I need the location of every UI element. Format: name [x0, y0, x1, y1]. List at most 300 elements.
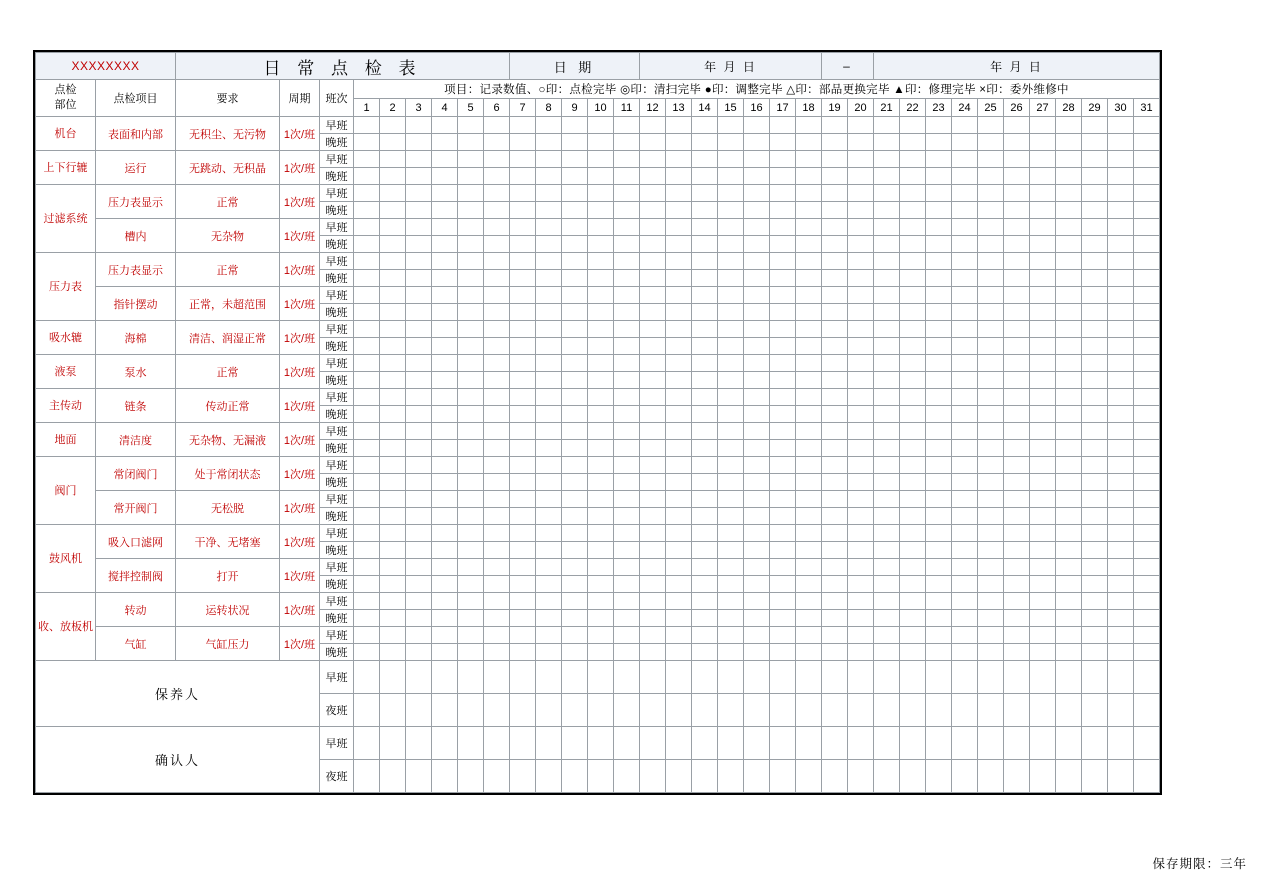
record-cell[interactable]	[354, 372, 380, 389]
record-cell[interactable]	[770, 457, 796, 474]
record-cell[interactable]	[744, 474, 770, 491]
record-cell[interactable]	[692, 168, 718, 185]
record-cell[interactable]	[848, 406, 874, 423]
record-cell[interactable]	[666, 440, 692, 457]
record-cell[interactable]	[614, 542, 640, 559]
record-cell[interactable]	[354, 627, 380, 644]
record-cell[interactable]	[1134, 321, 1160, 338]
signature-record-cell[interactable]	[978, 760, 1004, 793]
record-cell[interactable]	[978, 253, 1004, 270]
record-cell[interactable]	[640, 185, 666, 202]
record-cell[interactable]	[1134, 576, 1160, 593]
record-cell[interactable]	[380, 355, 406, 372]
record-cell[interactable]	[796, 593, 822, 610]
record-cell[interactable]	[1056, 372, 1082, 389]
record-cell[interactable]	[926, 185, 952, 202]
record-cell[interactable]	[536, 219, 562, 236]
record-cell[interactable]	[900, 202, 926, 219]
record-cell[interactable]	[406, 627, 432, 644]
record-cell[interactable]	[1056, 270, 1082, 287]
record-cell[interactable]	[796, 406, 822, 423]
record-cell[interactable]	[1108, 134, 1134, 151]
record-cell[interactable]	[1030, 304, 1056, 321]
record-cell[interactable]	[484, 355, 510, 372]
record-cell[interactable]	[640, 219, 666, 236]
record-cell[interactable]	[796, 338, 822, 355]
record-cell[interactable]	[1004, 168, 1030, 185]
record-cell[interactable]	[562, 253, 588, 270]
signature-record-cell[interactable]	[822, 694, 848, 727]
record-cell[interactable]	[770, 474, 796, 491]
record-cell[interactable]	[692, 117, 718, 134]
record-cell[interactable]	[874, 559, 900, 576]
record-cell[interactable]	[1030, 321, 1056, 338]
record-cell[interactable]	[380, 389, 406, 406]
record-cell[interactable]	[1108, 593, 1134, 610]
record-cell[interactable]	[484, 287, 510, 304]
record-cell[interactable]	[536, 372, 562, 389]
record-cell[interactable]	[718, 151, 744, 168]
record-cell[interactable]	[614, 474, 640, 491]
record-cell[interactable]	[562, 304, 588, 321]
record-cell[interactable]	[484, 151, 510, 168]
record-cell[interactable]	[666, 321, 692, 338]
record-cell[interactable]	[900, 491, 926, 508]
record-cell[interactable]	[978, 491, 1004, 508]
record-cell[interactable]	[952, 372, 978, 389]
record-cell[interactable]	[1108, 457, 1134, 474]
record-cell[interactable]	[952, 355, 978, 372]
record-cell[interactable]	[770, 338, 796, 355]
record-cell[interactable]	[822, 389, 848, 406]
record-cell[interactable]	[588, 491, 614, 508]
record-cell[interactable]	[1004, 542, 1030, 559]
record-cell[interactable]	[1134, 236, 1160, 253]
record-cell[interactable]	[640, 202, 666, 219]
record-cell[interactable]	[432, 134, 458, 151]
signature-record-cell[interactable]	[926, 661, 952, 694]
record-cell[interactable]	[822, 627, 848, 644]
record-cell[interactable]	[614, 525, 640, 542]
record-cell[interactable]	[354, 355, 380, 372]
record-cell[interactable]	[536, 287, 562, 304]
record-cell[interactable]	[406, 117, 432, 134]
record-cell[interactable]	[640, 610, 666, 627]
record-cell[interactable]	[1108, 355, 1134, 372]
record-cell[interactable]	[692, 508, 718, 525]
record-cell[interactable]	[692, 253, 718, 270]
record-cell[interactable]	[1030, 151, 1056, 168]
record-cell[interactable]	[1082, 457, 1108, 474]
record-cell[interactable]	[848, 287, 874, 304]
record-cell[interactable]	[900, 117, 926, 134]
record-cell[interactable]	[536, 253, 562, 270]
record-cell[interactable]	[1030, 525, 1056, 542]
record-cell[interactable]	[1056, 338, 1082, 355]
record-cell[interactable]	[1108, 321, 1134, 338]
record-cell[interactable]	[510, 202, 536, 219]
record-cell[interactable]	[900, 253, 926, 270]
signature-record-cell[interactable]	[484, 727, 510, 760]
record-cell[interactable]	[1056, 151, 1082, 168]
record-cell[interactable]	[380, 440, 406, 457]
record-cell[interactable]	[354, 321, 380, 338]
record-cell[interactable]	[1082, 474, 1108, 491]
record-cell[interactable]	[536, 644, 562, 661]
record-cell[interactable]	[900, 474, 926, 491]
record-cell[interactable]	[588, 457, 614, 474]
record-cell[interactable]	[848, 253, 874, 270]
record-cell[interactable]	[1108, 389, 1134, 406]
record-cell[interactable]	[796, 627, 822, 644]
record-cell[interactable]	[952, 151, 978, 168]
record-cell[interactable]	[640, 151, 666, 168]
record-cell[interactable]	[640, 474, 666, 491]
record-cell[interactable]	[1056, 219, 1082, 236]
record-cell[interactable]	[1056, 423, 1082, 440]
record-cell[interactable]	[1082, 559, 1108, 576]
record-cell[interactable]	[1134, 593, 1160, 610]
record-cell[interactable]	[1056, 474, 1082, 491]
signature-record-cell[interactable]	[380, 661, 406, 694]
record-cell[interactable]	[1004, 610, 1030, 627]
signature-record-cell[interactable]	[952, 661, 978, 694]
record-cell[interactable]	[874, 423, 900, 440]
record-cell[interactable]	[848, 389, 874, 406]
record-cell[interactable]	[588, 202, 614, 219]
record-cell[interactable]	[1030, 389, 1056, 406]
record-cell[interactable]	[380, 270, 406, 287]
record-cell[interactable]	[900, 627, 926, 644]
record-cell[interactable]	[562, 202, 588, 219]
record-cell[interactable]	[718, 287, 744, 304]
record-cell[interactable]	[354, 202, 380, 219]
signature-record-cell[interactable]	[1108, 694, 1134, 727]
record-cell[interactable]	[1030, 202, 1056, 219]
record-cell[interactable]	[484, 457, 510, 474]
record-cell[interactable]	[354, 236, 380, 253]
record-cell[interactable]	[874, 304, 900, 321]
record-cell[interactable]	[510, 355, 536, 372]
record-cell[interactable]	[406, 457, 432, 474]
record-cell[interactable]	[588, 321, 614, 338]
record-cell[interactable]	[900, 525, 926, 542]
record-cell[interactable]	[770, 627, 796, 644]
signature-record-cell[interactable]	[770, 694, 796, 727]
record-cell[interactable]	[952, 423, 978, 440]
signature-record-cell[interactable]	[718, 661, 744, 694]
record-cell[interactable]	[848, 457, 874, 474]
record-cell[interactable]	[718, 134, 744, 151]
record-cell[interactable]	[536, 304, 562, 321]
record-cell[interactable]	[770, 253, 796, 270]
record-cell[interactable]	[484, 321, 510, 338]
record-cell[interactable]	[978, 270, 1004, 287]
record-cell[interactable]	[1108, 474, 1134, 491]
record-cell[interactable]	[744, 253, 770, 270]
record-cell[interactable]	[718, 576, 744, 593]
record-cell[interactable]	[848, 236, 874, 253]
record-cell[interactable]	[926, 338, 952, 355]
record-cell[interactable]	[822, 304, 848, 321]
record-cell[interactable]	[406, 202, 432, 219]
record-cell[interactable]	[640, 644, 666, 661]
record-cell[interactable]	[640, 304, 666, 321]
record-cell[interactable]	[1004, 338, 1030, 355]
record-cell[interactable]	[744, 593, 770, 610]
record-cell[interactable]	[692, 457, 718, 474]
record-cell[interactable]	[354, 304, 380, 321]
record-cell[interactable]	[614, 321, 640, 338]
record-cell[interactable]	[978, 406, 1004, 423]
record-cell[interactable]	[848, 338, 874, 355]
record-cell[interactable]	[978, 117, 1004, 134]
record-cell[interactable]	[744, 525, 770, 542]
record-cell[interactable]	[744, 270, 770, 287]
record-cell[interactable]	[796, 576, 822, 593]
record-cell[interactable]	[406, 253, 432, 270]
record-cell[interactable]	[432, 270, 458, 287]
record-cell[interactable]	[380, 474, 406, 491]
record-cell[interactable]	[1056, 542, 1082, 559]
record-cell[interactable]	[1082, 304, 1108, 321]
record-cell[interactable]	[978, 168, 1004, 185]
record-cell[interactable]	[926, 236, 952, 253]
record-cell[interactable]	[380, 406, 406, 423]
record-cell[interactable]	[588, 236, 614, 253]
record-cell[interactable]	[1134, 270, 1160, 287]
record-cell[interactable]	[510, 168, 536, 185]
record-cell[interactable]	[978, 185, 1004, 202]
record-cell[interactable]	[978, 525, 1004, 542]
record-cell[interactable]	[484, 219, 510, 236]
record-cell[interactable]	[380, 372, 406, 389]
record-cell[interactable]	[588, 576, 614, 593]
record-cell[interactable]	[718, 117, 744, 134]
record-cell[interactable]	[484, 593, 510, 610]
record-cell[interactable]	[588, 559, 614, 576]
record-cell[interactable]	[536, 168, 562, 185]
record-cell[interactable]	[796, 202, 822, 219]
record-cell[interactable]	[536, 610, 562, 627]
record-cell[interactable]	[432, 338, 458, 355]
signature-record-cell[interactable]	[718, 760, 744, 793]
record-cell[interactable]	[562, 542, 588, 559]
record-cell[interactable]	[744, 542, 770, 559]
record-cell[interactable]	[718, 168, 744, 185]
record-cell[interactable]	[1108, 202, 1134, 219]
record-cell[interactable]	[718, 491, 744, 508]
record-cell[interactable]	[536, 491, 562, 508]
signature-record-cell[interactable]	[666, 760, 692, 793]
record-cell[interactable]	[536, 185, 562, 202]
record-cell[interactable]	[458, 644, 484, 661]
record-cell[interactable]	[354, 338, 380, 355]
record-cell[interactable]	[614, 559, 640, 576]
record-cell[interactable]	[796, 270, 822, 287]
signature-record-cell[interactable]	[1004, 661, 1030, 694]
record-cell[interactable]	[770, 559, 796, 576]
record-cell[interactable]	[666, 423, 692, 440]
record-cell[interactable]	[432, 236, 458, 253]
signature-record-cell[interactable]	[848, 694, 874, 727]
record-cell[interactable]	[926, 610, 952, 627]
record-cell[interactable]	[822, 559, 848, 576]
record-cell[interactable]	[562, 474, 588, 491]
record-cell[interactable]	[770, 304, 796, 321]
record-cell[interactable]	[848, 491, 874, 508]
record-cell[interactable]	[874, 253, 900, 270]
record-cell[interactable]	[978, 355, 1004, 372]
record-cell[interactable]	[822, 338, 848, 355]
record-cell[interactable]	[458, 542, 484, 559]
signature-record-cell[interactable]	[796, 727, 822, 760]
record-cell[interactable]	[536, 355, 562, 372]
signature-record-cell[interactable]	[1082, 661, 1108, 694]
record-cell[interactable]	[484, 610, 510, 627]
record-cell[interactable]	[1082, 338, 1108, 355]
record-cell[interactable]	[406, 474, 432, 491]
signature-record-cell[interactable]	[718, 694, 744, 727]
record-cell[interactable]	[432, 355, 458, 372]
record-cell[interactable]	[692, 338, 718, 355]
record-cell[interactable]	[380, 610, 406, 627]
record-cell[interactable]	[588, 253, 614, 270]
record-cell[interactable]	[354, 423, 380, 440]
record-cell[interactable]	[770, 134, 796, 151]
signature-record-cell[interactable]	[406, 661, 432, 694]
record-cell[interactable]	[458, 151, 484, 168]
record-cell[interactable]	[848, 627, 874, 644]
record-cell[interactable]	[978, 644, 1004, 661]
record-cell[interactable]	[458, 627, 484, 644]
record-cell[interactable]	[718, 355, 744, 372]
record-cell[interactable]	[874, 474, 900, 491]
record-cell[interactable]	[406, 559, 432, 576]
record-cell[interactable]	[614, 134, 640, 151]
record-cell[interactable]	[1134, 219, 1160, 236]
record-cell[interactable]	[562, 287, 588, 304]
record-cell[interactable]	[978, 576, 1004, 593]
record-cell[interactable]	[640, 525, 666, 542]
record-cell[interactable]	[952, 474, 978, 491]
record-cell[interactable]	[926, 389, 952, 406]
record-cell[interactable]	[458, 593, 484, 610]
record-cell[interactable]	[848, 525, 874, 542]
record-cell[interactable]	[952, 508, 978, 525]
record-cell[interactable]	[1056, 406, 1082, 423]
record-cell[interactable]	[874, 151, 900, 168]
record-cell[interactable]	[380, 457, 406, 474]
signature-record-cell[interactable]	[1134, 661, 1160, 694]
record-cell[interactable]	[900, 219, 926, 236]
record-cell[interactable]	[978, 508, 1004, 525]
record-cell[interactable]	[562, 525, 588, 542]
record-cell[interactable]	[874, 372, 900, 389]
record-cell[interactable]	[354, 610, 380, 627]
record-cell[interactable]	[510, 236, 536, 253]
record-cell[interactable]	[354, 185, 380, 202]
record-cell[interactable]	[874, 406, 900, 423]
record-cell[interactable]	[354, 576, 380, 593]
record-cell[interactable]	[1134, 151, 1160, 168]
record-cell[interactable]	[900, 185, 926, 202]
record-cell[interactable]	[926, 576, 952, 593]
record-cell[interactable]	[432, 576, 458, 593]
record-cell[interactable]	[640, 508, 666, 525]
record-cell[interactable]	[1134, 253, 1160, 270]
signature-record-cell[interactable]	[1134, 694, 1160, 727]
record-cell[interactable]	[614, 491, 640, 508]
record-cell[interactable]	[822, 474, 848, 491]
record-cell[interactable]	[744, 202, 770, 219]
record-cell[interactable]	[1004, 372, 1030, 389]
signature-record-cell[interactable]	[1030, 760, 1056, 793]
record-cell[interactable]	[562, 219, 588, 236]
signature-record-cell[interactable]	[952, 760, 978, 793]
record-cell[interactable]	[354, 525, 380, 542]
record-cell[interactable]	[510, 457, 536, 474]
record-cell[interactable]	[380, 185, 406, 202]
record-cell[interactable]	[484, 559, 510, 576]
signature-record-cell[interactable]	[926, 694, 952, 727]
record-cell[interactable]	[562, 321, 588, 338]
record-cell[interactable]	[510, 372, 536, 389]
record-cell[interactable]	[484, 372, 510, 389]
record-cell[interactable]	[744, 168, 770, 185]
record-cell[interactable]	[562, 593, 588, 610]
signature-record-cell[interactable]	[458, 760, 484, 793]
record-cell[interactable]	[874, 338, 900, 355]
record-cell[interactable]	[796, 474, 822, 491]
record-cell[interactable]	[536, 627, 562, 644]
record-cell[interactable]	[952, 236, 978, 253]
record-cell[interactable]	[1108, 508, 1134, 525]
record-cell[interactable]	[640, 423, 666, 440]
record-cell[interactable]	[796, 644, 822, 661]
record-cell[interactable]	[614, 338, 640, 355]
signature-record-cell[interactable]	[1004, 727, 1030, 760]
record-cell[interactable]	[380, 304, 406, 321]
record-cell[interactable]	[666, 474, 692, 491]
record-cell[interactable]	[484, 542, 510, 559]
signature-record-cell[interactable]	[848, 661, 874, 694]
signature-record-cell[interactable]	[770, 760, 796, 793]
record-cell[interactable]	[1108, 338, 1134, 355]
signature-record-cell[interactable]	[614, 661, 640, 694]
record-cell[interactable]	[666, 559, 692, 576]
signature-record-cell[interactable]	[874, 661, 900, 694]
record-cell[interactable]	[952, 134, 978, 151]
signature-record-cell[interactable]	[510, 661, 536, 694]
record-cell[interactable]	[1082, 627, 1108, 644]
record-cell[interactable]	[718, 542, 744, 559]
signature-record-cell[interactable]	[1082, 727, 1108, 760]
record-cell[interactable]	[1134, 389, 1160, 406]
record-cell[interactable]	[354, 406, 380, 423]
record-cell[interactable]	[380, 117, 406, 134]
record-cell[interactable]	[380, 168, 406, 185]
record-cell[interactable]	[796, 151, 822, 168]
record-cell[interactable]	[978, 372, 1004, 389]
record-cell[interactable]	[796, 134, 822, 151]
record-cell[interactable]	[926, 355, 952, 372]
record-cell[interactable]	[484, 202, 510, 219]
record-cell[interactable]	[900, 321, 926, 338]
record-cell[interactable]	[978, 134, 1004, 151]
record-cell[interactable]	[848, 202, 874, 219]
record-cell[interactable]	[1004, 576, 1030, 593]
